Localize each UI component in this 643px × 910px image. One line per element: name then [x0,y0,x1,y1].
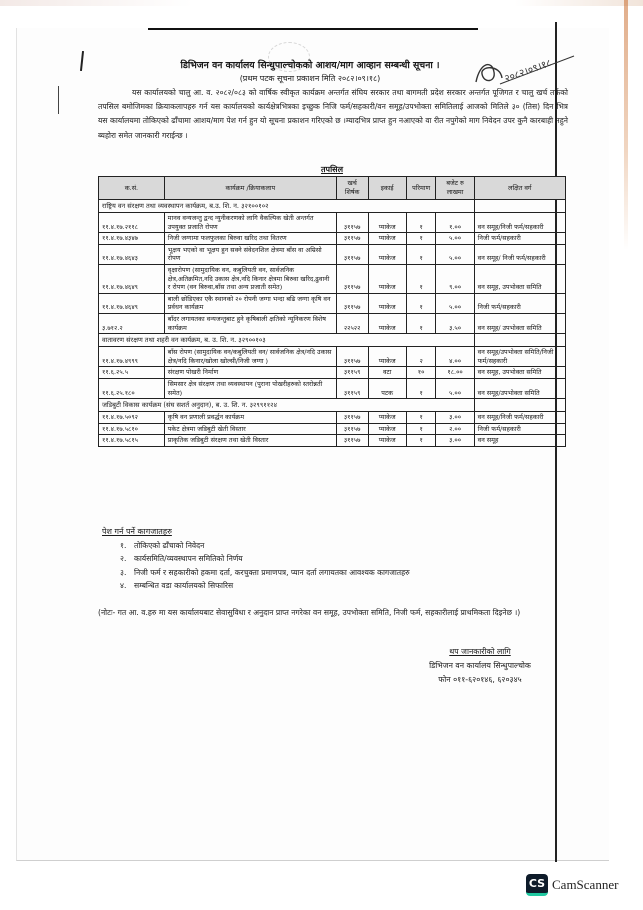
budget-head: ३११५७ [336,293,368,313]
document-item: ३. निजी फर्म र सहकारीको हकमा दर्ता, करचुक्ता प्रमाणपत्र, प्यान दर्ता लगायतका आवश्यक कागजातहरु [120,567,410,577]
budget-head: ३११५७ [336,435,368,447]
target-group: वन समूह, उपभोक्ता समिति [474,367,565,379]
activity-name: निजी जग्गामा फलफुलका बिरुवा खरिद तथा वितरण [164,233,336,245]
budget-head: ३११५९ [336,367,368,379]
budget-amount: ५.०० [436,233,474,245]
header-target-group: लक्षित वर्ग [474,177,565,200]
header-activity: कार्यक्रम /क्रियाकलाप [164,177,336,200]
target-group: वन समूह, उपभोक्ता समिति [474,264,565,293]
document-item: १. तोकिएको ढाँचाको निवेदन [120,541,205,550]
unit: प्याकेज [368,423,406,435]
target-group: वन समूह/निजी फर्म/सहकारी [474,412,565,424]
header-budget-head: खर्च शिर्षक [336,177,368,200]
table-row [99,293,566,313]
budget-head: ३११५९ [336,378,368,398]
section-empty-cell [474,200,565,213]
required-documents-list [120,539,410,593]
activity-code: ११.४.१७.४६४३ [99,244,165,264]
budget-amount: ५.०० [436,378,474,398]
quantity: १ [406,378,436,398]
contact-heading: थप जानकारीको लागि [449,647,511,656]
target-group: वन समूह/ निजी फर्म/सहकारी [474,244,565,264]
budget-amount: ३.५० [436,313,474,333]
table-row [99,233,566,245]
unit: प्याकेज [368,435,406,447]
table-row [99,213,566,233]
scan-edge-shadow [624,0,628,250]
target-group: निजी फर्म/सहकारी [474,233,565,245]
intro-paragraph: यस कार्यालयको चालु आ. व. २०८२/०८३ को वार्षिक स्वीकृत कार्यक्रम अन्तर्गत संघिय सरकार तथा बागमती प्रदेश सरकार अन्तर्गत पूजिगत र चालु खर्च तर्फको तपसिल बमोजिमका क्रियाकलापहरु गर्न यस कार्यालयको कार्यक्षेत्रभित्रका इच्छुक निजि फर्म/सहकारी/वन समूह/उपभोक्ता समितिलाई आजको मितिले ३० (तिस) दिन भित्र यस कार्यालयमा तोकिएको ढाँचामा आशय/माग पेश गर्न हुन यो सूचना प्रकाशन गरिएको छ ।म्यादभित्र प्राप्त हुन नआएको वा रीत नपुगेको माग निवेदन उपर कुनै कारबाही नहुने ब्यहोरा समेत जानकारी गराईन्छ । [98,88,568,140]
section-empty-cell [474,399,565,412]
contact-phone: फोन ०११-६२०१४६, ६२०३४५ [438,675,522,684]
priority-note: (नोटः- गत आ. व.हरु मा यस कार्यालयबाट सेवासुविधा र अनुदान प्राप्त नगरेका वन समूह, उपभोक्ता समिति, निजी फर्म, सहकारीलाई प्राथमिकता दिइनेछ ।) [98,608,521,617]
activity-name: बाली छोडिएका एकै स्थानको २० रोपनी जग्गा भन्दा बढि जग्गा कृषि वन प्रर्वधन कार्यक्रम [164,293,336,313]
quantity: २ [406,347,436,367]
quantity: १ [406,233,436,245]
budget-amount: १८.०० [436,367,474,379]
camscanner-logo-icon: CS [526,874,548,896]
activity-code: ११.४.१७.४६४९ [99,293,165,313]
table-row [99,244,566,264]
budget-head: ३११५७ [336,213,368,233]
activity-name: संरक्षण पोखरी निर्माण [164,367,336,379]
target-group: वन समूह/उपभोक्ता समिति [474,378,565,398]
header-quantity: परिमाण [406,177,436,200]
activity-name: भूक्षय भएको वा भूक्षय हुन सक्ने संवेदनशिल क्षेत्रमा बाँस वा अम्रिसो रोपण [164,244,336,264]
scan-top-edge [0,0,643,6]
signature-date: २०८२।०९।१८ [503,57,554,85]
activity-name: बाँस रोपण (सामुदायिक वन/कबुलियती वन/ सार्वजनिक क्षेत्र/नदि उकास क्षेत्र/नदि किनार/खोला खोल्सी/निजी जग्गा ) [164,347,336,367]
header-unit: इकाई [368,177,406,200]
budget-head: ३११५७ [336,233,368,245]
quantity: १ [406,423,436,435]
table-caption: तपसिल [320,165,343,174]
target-group: वन समूह/उपभोक्ता समिति/निजी फर्म/सहकारी [474,347,565,367]
unit: प्याकेज [368,264,406,293]
quantity: १ [406,244,436,264]
activity-name: वृक्षारोपण (सामुदायिक वन, कबुलियती वन, सार्वजनिक क्षेत्र,अतिक्रमित,नदि उकास क्षेत्र,नदि किनार क्षेत्रमा बिरुवा खरिद,ढुवानी र रोपण (वन बिरुवा,बाँस तथा अन्य प्रजाती समेत) [164,264,336,293]
budget-amount: २.०० [436,423,474,435]
unit: प्याकेज [368,213,406,233]
table-row [99,264,566,293]
quantity: १ [406,293,436,313]
activities-table [98,176,566,447]
activity-code: ३.७१२.२ [99,313,165,333]
activity-name: प्राकृतिक जडिबुटी संरक्षण तथा खेती विस्तार [164,435,336,447]
activity-code: ११.४.१७.५८१५ [99,435,165,447]
activity-code: ११.६.२५.१८० [99,378,165,398]
quantity: १ [406,264,436,293]
activity-code: ११.४.१७.५०९२ [99,412,165,424]
activity-name: पकेट क्षेत्रमा जडिबुटी खेती विस्तार [164,423,336,435]
camscanner-watermark [526,874,618,896]
unit: प्याकेज [368,233,406,245]
table-row [99,435,566,447]
activity-code: ११.४.१७.४३४७ [99,233,165,245]
section-row [99,334,566,347]
table-row [99,313,566,333]
required-documents-heading: पेश गर्न पर्ने कागजातहरु [102,527,172,536]
section-title: वातावरण संरक्षण तथा शहरी वन कार्यक्रम, ब. उ. शि. न. ३२९००१०३ [99,334,475,347]
quantity: १० [406,367,436,379]
budget-amount: ५.०० [436,244,474,264]
unit: प्याकेज [368,347,406,367]
quantity: १ [406,313,436,333]
target-group: निजी फर्म/सहकारी [474,423,565,435]
table-row [99,412,566,424]
budget-amount: ३.०० [436,412,474,424]
table-row [99,423,566,435]
target-group: वन समूह/निजी फर्म/सहकारी [474,213,565,233]
unit: प्याकेज [368,412,406,424]
top-rule [148,28,478,30]
quantity: १ [406,412,436,424]
table-row [99,347,566,367]
activity-code: ११.४.१७.५८१० [99,423,165,435]
section-title: जडिबुटी विकास कार्यक्रम (संघ सशर्त अनुदान), ब. उ. शि. न. ३२९९११२४ [99,399,475,412]
contact-block [390,645,570,687]
budget-head: ३११५७ [336,264,368,293]
budget-head: ३११५७ [336,412,368,424]
budget-amount: ४.०० [436,347,474,367]
unit: प्याकेज [368,313,406,333]
table-row [99,378,566,398]
document-item: २. कार्यसमिति/व्यवस्थापन समितिको निर्णय [120,554,243,564]
unit: प्याकेज [368,293,406,313]
signature-icon [470,52,580,88]
table-row [99,367,566,379]
activity-name: मानव वन्यजन्तु द्वन्द न्युनीकरणको लागि वैकल्पिक खेती अन्तर्गत उपयुक्त प्रजाति रोपण [164,213,336,233]
header-budget-amount: बजेट रु लाखमा [436,177,474,200]
budget-head: २२५२२ [336,313,368,333]
header-serial: क.सं. [99,177,165,200]
activity-name: सिमसार क्षेत्र संरक्षण तथा व्यवस्थापन (पुराना पोखरीहरुको स्तरोन्नती समेत) [164,378,336,398]
contact-office: डिभिजन वन कार्यालय सिन्धुपाल्चोक [429,661,531,670]
target-group: वन समूह [474,435,565,447]
target-group: वन समूह/ उपभोक्ता समिति [474,313,565,333]
margin-mark [58,86,59,114]
activity-name: बाँदर लगायतका वन्यजन्तुबाट हुने कृषिबाली क्षतिको न्यूनिकरण विशेष कार्यक्रम [164,313,336,333]
activity-code: ११.४.१७.२११८ [99,213,165,233]
budget-amount: ३.०० [436,435,474,447]
budget-head: ३११५७ [336,244,368,264]
budget-amount: ९.०० [436,264,474,293]
table-header-row [99,177,566,200]
table-body [99,200,566,447]
activity-code: ११.४.१७.४९९९ [99,347,165,367]
quantity: १ [406,435,436,447]
target-group: निजी फर्म/सहकारी [474,293,565,313]
budget-amount: ५.०० [436,293,474,313]
unit: प्याकेज [368,244,406,264]
budget-head: ३११५७ [336,423,368,435]
unit: वटा [368,367,406,379]
unit: पटक [368,378,406,398]
budget-amount: १.०० [436,213,474,233]
notice-subtitle: (प्रथम पटक सूचना प्रकाशन मिति २०८२।०९।१८) [239,74,381,83]
activity-code: ११.४.१७.४६४९ [99,264,165,293]
quantity: १ [406,213,436,233]
section-title: राष्ट्रिय वन संरक्षण तथा व्यवस्थापन कार्यक्रम, ब.उ. शि. न. ३२१००१०२ [99,200,475,213]
document-item: ४. सम्बन्धित वडा कार्यालयको सिफारिस [120,581,234,591]
section-row [99,200,566,213]
section-empty-cell [474,334,565,347]
notice-title: डिभिजन वन कार्यालय सिन्धुपाल्चोकको आशय/माग आव्हान सम्बन्धी सूचना । [180,60,440,71]
camscanner-label: CamScanner [552,877,619,892]
section-row [99,399,566,412]
activity-code: ११.६.२५.५ [99,367,165,379]
activity-name: कृषि वन प्रणाली प्रवर्द्धन कार्यक्रम [164,412,336,424]
budget-head: ३११५७ [336,347,368,367]
